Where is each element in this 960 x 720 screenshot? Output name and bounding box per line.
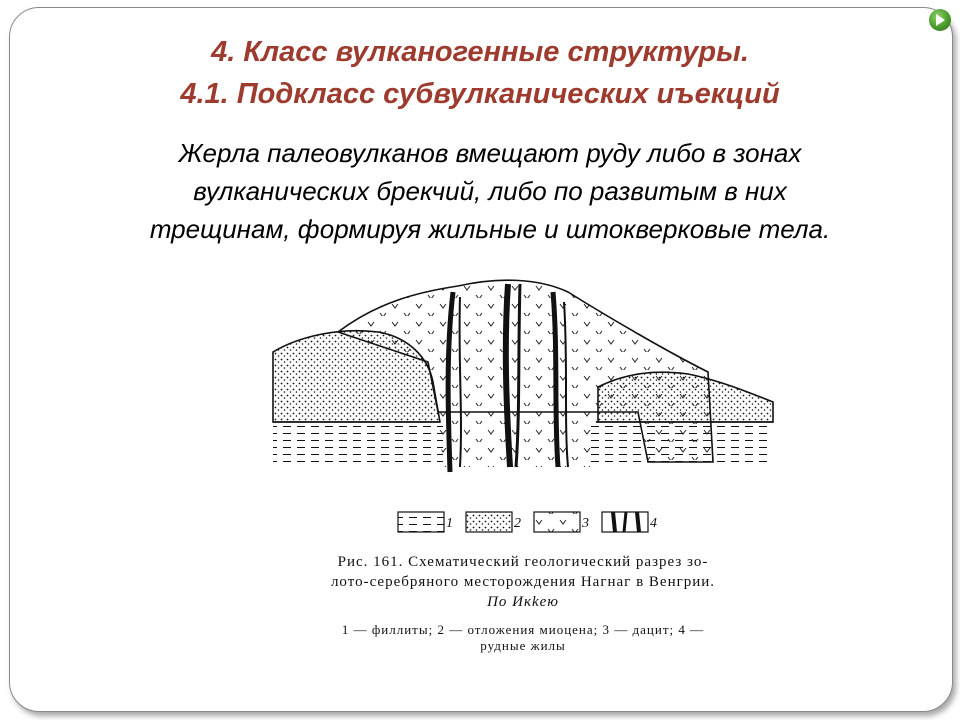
body-line-3: трещинам, формируя жильные и штокверковые тела. xyxy=(149,214,831,244)
slide-body-text xyxy=(60,134,920,248)
cross-section-drawing xyxy=(268,262,778,552)
legend-label-2: 2 xyxy=(514,516,521,531)
figure-caption-line1: Рис. 161. Схематический геологический разрез зо- xyxy=(337,554,709,570)
body-line-2: вулканических брекчий, либо по развитым в них xyxy=(193,176,787,206)
figure-caption-line2: лото-серебряного месторождения Нагнаг в Венгрии. xyxy=(330,574,716,590)
slide-title-line1: 4. Класс вулканогенные структуры. xyxy=(211,36,749,68)
figure-caption-author: По Икkею xyxy=(487,594,559,610)
legend-label-3: 3 xyxy=(582,516,589,531)
geologic-cross-section-figure xyxy=(268,262,778,654)
legend-label-4: 4 xyxy=(650,516,657,531)
figure-legend-text-line1: 1 — филлиты; 2 — отложения миоцена; 3 — дацит; 4 — xyxy=(341,622,705,637)
legend-label-1: 1 xyxy=(446,516,453,531)
arrow-bullet-icon xyxy=(929,9,951,31)
figure-legend-text-line2: рудные жилы xyxy=(480,638,566,653)
slide-title-line2: 4.1. Подкласс субвулканических иъекций xyxy=(180,78,780,110)
body-line-1: Жерла палеовулканов вмещают руду либо в зонах xyxy=(178,138,802,168)
